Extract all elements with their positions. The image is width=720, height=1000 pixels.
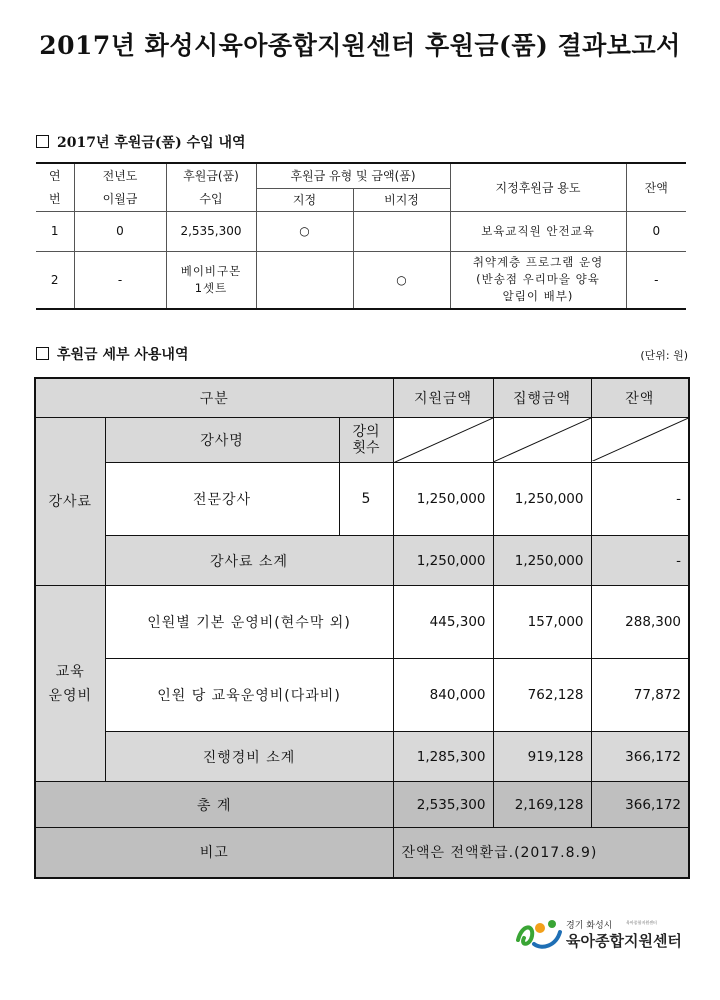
- header-executed: 집행금액: [493, 378, 591, 417]
- header-prev-carryover: 전년도 이월금: [74, 163, 166, 211]
- support-amount: 2,535,300: [393, 782, 493, 828]
- row-prev: -: [74, 251, 166, 309]
- header-no: 연 번: [36, 163, 74, 211]
- support-amount: 840,000: [393, 659, 493, 732]
- row-balance: -: [626, 251, 686, 309]
- row-undesignated: ○: [353, 251, 450, 309]
- row-purpose: 취약계층 프로그램 운영 (반송점 우리마을 양육 알림이 배부): [450, 251, 626, 309]
- total-label: 총 계: [35, 782, 393, 828]
- logo-city-text: 경기 화성시: [566, 921, 613, 931]
- row-no: 2: [36, 251, 74, 309]
- operation-item-label: 인원 당 교육운영비(다과비): [105, 659, 393, 732]
- income-section-title: 2017년 후원금(품) 수입 내역: [57, 135, 246, 151]
- operation-item-label: 인원별 기본 운영비(현수막 외): [105, 586, 393, 659]
- operation-subtotal-label: 진행경비 소계: [105, 732, 393, 782]
- group-education-operation: 교육 운영비: [35, 586, 105, 782]
- usage-section-title: 후원금 세부 사용내역: [57, 347, 189, 363]
- header-balance: 잔액: [626, 163, 686, 211]
- balance-amount: 288,300: [591, 586, 689, 659]
- support-amount: 445,300: [393, 586, 493, 659]
- header-type-amount: 후원금 유형 및 금액(품): [256, 163, 450, 188]
- table-row: [35, 586, 689, 659]
- logo-mark-icon: [512, 916, 564, 952]
- header-lecturer-name: 강사명: [105, 417, 339, 463]
- diagonal-slash: [493, 417, 591, 463]
- lecture-subtotal-label: 강사료 소계: [105, 536, 393, 586]
- support-amount: 1,285,300: [393, 732, 493, 782]
- balance-amount: 77,872: [591, 659, 689, 732]
- subtotal-row: [35, 732, 689, 782]
- usage-section-heading: [36, 344, 188, 364]
- income-section-heading: [36, 132, 246, 152]
- logo-center-name: 육아종합지원센터: [566, 932, 682, 950]
- usage-table: [34, 377, 690, 879]
- row-income: 베이비구몬 1셋트: [166, 251, 256, 309]
- header-category: 구분: [35, 378, 393, 417]
- page-title: 2017년 화성시육아종합지원센터 후원금(품) 결과보고서: [39, 31, 681, 60]
- header-income: 후원금(품) 수입: [166, 163, 256, 211]
- subtotal-row: [35, 536, 689, 586]
- balance-amount: -: [591, 463, 689, 536]
- row-purpose: 보육교직원 안전교육: [450, 211, 626, 251]
- executed-amount: 1,250,000: [493, 463, 591, 536]
- executed-amount: 2,169,128: [493, 782, 591, 828]
- row-designated: ○: [256, 211, 353, 251]
- center-logo: [512, 916, 692, 952]
- row-undesignated: [353, 211, 450, 251]
- income-row: [36, 251, 686, 309]
- row-designated: [256, 251, 353, 309]
- unit-label: (단위: 원): [640, 349, 688, 362]
- header-purpose: 지정후원금 용도: [450, 163, 626, 211]
- square-bullet-icon: [36, 347, 49, 360]
- remark-text: 잔액은 전액환급.(2017.8.9): [393, 828, 689, 878]
- row-prev: 0: [74, 211, 166, 251]
- executed-amount: 762,128: [493, 659, 591, 732]
- balance-amount: 366,172: [591, 732, 689, 782]
- support-amount: 1,250,000: [393, 536, 493, 586]
- row-no: 1: [36, 211, 74, 251]
- header-support: 지원금액: [393, 378, 493, 417]
- header-lecture-count: 강의 횟수: [339, 417, 393, 463]
- table-row: [35, 659, 689, 732]
- remark-row: [35, 828, 689, 878]
- header-balance: 잔액: [591, 378, 689, 417]
- logo-small-text: 육아종합지원센터: [626, 920, 657, 925]
- row-income: 2,535,300: [166, 211, 256, 251]
- executed-amount: 1,250,000: [493, 536, 591, 586]
- row-balance: 0: [626, 211, 686, 251]
- executed-amount: 157,000: [493, 586, 591, 659]
- header-designated: 지정: [256, 188, 353, 211]
- remark-label: 비고: [35, 828, 393, 878]
- group-lecture-fee: 강사료: [35, 417, 105, 586]
- income-row: [36, 211, 686, 251]
- diagonal-slash: [591, 417, 689, 463]
- support-amount: 1,250,000: [393, 463, 493, 536]
- square-bullet-icon: [36, 135, 49, 148]
- lecturer-name: 전문강사: [105, 463, 339, 536]
- balance-amount: 366,172: [591, 782, 689, 828]
- lecture-count: 5: [339, 463, 393, 536]
- total-row: [35, 782, 689, 828]
- income-table: [36, 162, 686, 310]
- balance-amount: -: [591, 536, 689, 586]
- diagonal-slash: [393, 417, 493, 463]
- header-undesignated: 비지정: [353, 188, 450, 211]
- table-row: [35, 463, 689, 536]
- executed-amount: 919,128: [493, 732, 591, 782]
